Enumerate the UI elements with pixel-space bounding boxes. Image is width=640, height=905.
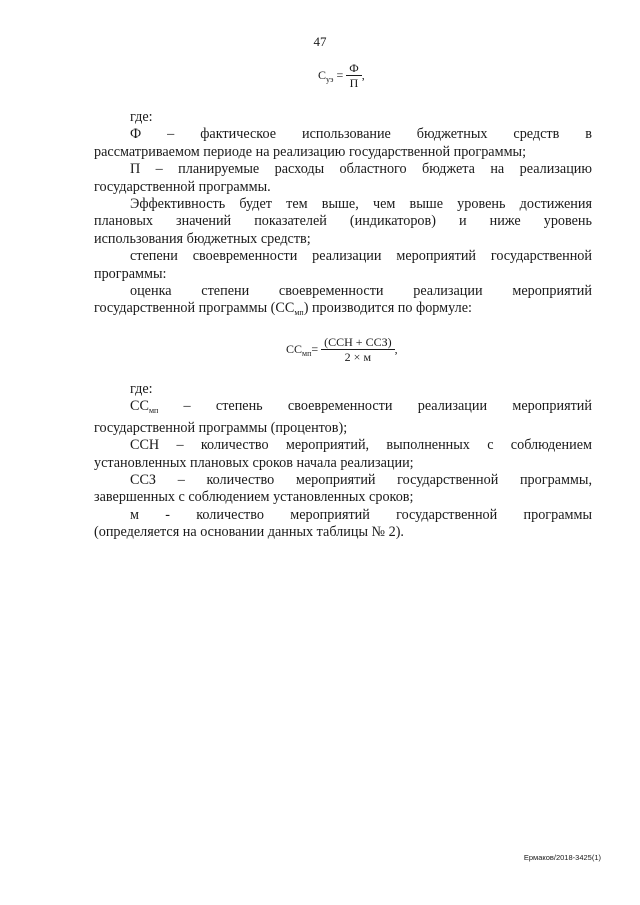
formula-tail: ,: [394, 341, 398, 356]
def-line: государственной программы.: [94, 178, 271, 195]
formula-timeliness: [286, 336, 398, 364]
def-line: Эффективность будет тем выше, чем выше уровень достижения: [130, 196, 592, 213]
def-line: оценка степени своевременности реализации мероприятий: [130, 283, 592, 300]
definitions-block-2: [94, 381, 592, 542]
document-footer-code: Ермаков/2018-3425(1): [523, 853, 601, 862]
formula-fraction: [346, 62, 361, 90]
def-line: П – планируемые расходы областного бюджета на реализацию: [130, 161, 592, 178]
formula-lhs-subscript: уэ: [326, 74, 334, 84]
formula-denominator: 2 × м: [344, 350, 372, 364]
def-line: ССЗ – количество мероприятий государственной программы,: [130, 472, 592, 489]
def-line: степени своевременности реализации мероприятий государственной: [130, 248, 592, 265]
formula-budget-efficiency: [318, 62, 365, 90]
def-line: (определяется на основании данных таблицы № 2).: [94, 524, 404, 541]
def-subscript: мп: [294, 308, 304, 318]
formula-tail: ,: [361, 67, 365, 82]
def-line: [94, 398, 592, 419]
def-line: государственной программы (процентов);: [94, 419, 348, 436]
formula-fraction: [321, 336, 394, 364]
def-text: государственной программы (СС: [94, 300, 295, 317]
def-line: [94, 300, 592, 321]
def-subscript: мп: [148, 406, 159, 416]
where-label: где:: [130, 109, 153, 125]
formula-lhs-subscript: мп: [302, 348, 312, 358]
formula-numerator: Ф: [346, 62, 361, 76]
def-text: ) производится по формуле:: [303, 300, 472, 317]
definitions-block-1: [94, 109, 592, 322]
def-line: м - количество мероприятий государственной программы: [130, 506, 592, 523]
formula-denominator: П: [349, 76, 359, 90]
def-text: – степень своевременности реализации мероприятий: [158, 398, 592, 415]
def-line: установленных плановых сроков начала реализации;: [94, 454, 414, 471]
formula-equals: =: [311, 341, 319, 356]
formula-numerator: (ССН + ССЗ): [321, 336, 394, 350]
def-line: Ф – фактическое использование бюджетных средств в: [130, 126, 592, 143]
def-line: ССН – количество мероприятий, выполненных с соблюдением: [130, 437, 592, 454]
formula-lhs: СС: [286, 341, 303, 356]
formula-lhs: С: [318, 67, 327, 82]
def-text: СС: [130, 398, 149, 415]
def-line: рассматриваемом периоде на реализацию государственной программы;: [94, 143, 527, 160]
formula-equals: =: [336, 67, 344, 82]
def-line: завершенных с соблюдением установленных сроков;: [94, 489, 414, 506]
def-line: плановых значений показателей (индикаторов) и ниже уровень: [94, 213, 592, 230]
page-number: 47: [313, 34, 327, 49]
def-line: программы:: [94, 265, 167, 282]
def-line: использования бюджетных средств;: [94, 230, 311, 247]
where-label: где:: [130, 381, 153, 397]
